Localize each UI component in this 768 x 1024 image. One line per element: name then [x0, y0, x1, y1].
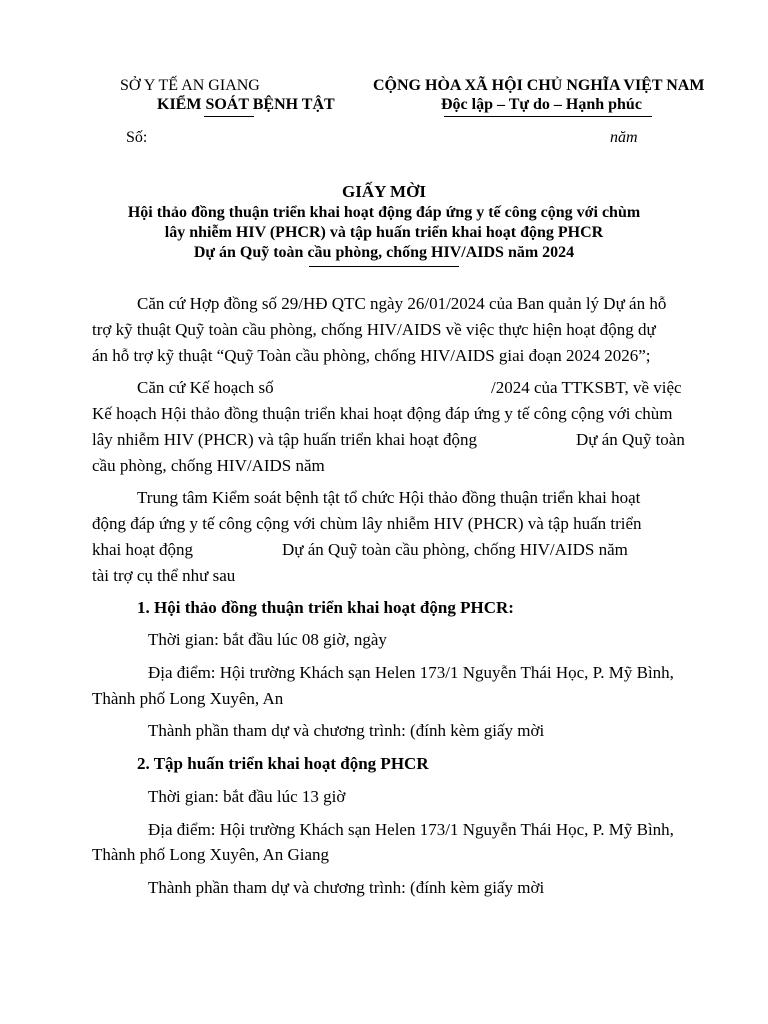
- section-2-place-line-2: Thành phố Long Xuyên, An Giang: [92, 845, 330, 864]
- paragraph-1-line-2: trợ kỹ thuật Quỹ toàn cầu phòng, chống HIV/AIDS về việc thực hiện hoạt động dự: [92, 320, 656, 339]
- paragraph-3-line-2: động đáp ứng y tế công cộng với chùm lây nhiễm HIV (PHCR) và tập huấn triển: [92, 514, 642, 533]
- section-1-place-line-1: Địa điểm: Hội trường Khách sạn Helen 173/1 Nguyễn Thái Học, P. Mỹ Bình,: [148, 663, 674, 682]
- title-underline: [309, 266, 459, 267]
- section-1-place-line-2: Thành phố Long Xuyên, An: [92, 689, 284, 708]
- section-1-heading: 1. Hội thảo đồng thuận triển khai hoạt động PHCR:: [137, 598, 514, 617]
- title-line-3: Dự án Quỹ toàn cầu phòng, chống HIV/AIDS năm 2024: [193, 244, 575, 261]
- title-line-2: lây nhiễm HIV (PHCR) và tập huấn triển khai hoạt động PHCR: [164, 224, 604, 241]
- section-2-place-line-1: Địa điểm: Hội trường Khách sạn Helen 173/1 Nguyễn Thái Học, P. Mỹ Bình,: [148, 820, 674, 839]
- agency-parent: SỞ Y TẾ AN GIANG: [120, 77, 260, 94]
- paragraph-1-line-1: Căn cứ Hợp đồng số 29/HĐ QTC ngày 26/01/2024 của Ban quản lý Dự án hỗ: [137, 294, 667, 313]
- national-motto: Độc lập – Tự do – Hạnh phúc: [441, 96, 642, 113]
- paragraph-2-line-1a: Căn cứ Kế hoạch số: [137, 378, 274, 397]
- document-date: năm: [610, 129, 638, 146]
- document-title: GIẤY MỜI: [342, 182, 426, 201]
- section-1-time: Thời gian: bắt đầu lúc 08 giờ, ngày: [148, 630, 387, 649]
- paragraph-3-line-1: Trung tâm Kiểm soát bệnh tật tổ chức Hội thảo đồng thuận triển khai hoạt: [137, 488, 641, 507]
- paragraph-3-line-3b: Dự án Quỹ toàn cầu phòng, chống HIV/AIDS năm: [282, 540, 628, 559]
- section-1-participants: Thành phần tham dự và chương trình: (đính kèm giấy mời: [148, 721, 545, 740]
- document-number-label: Số:: [126, 129, 148, 146]
- section-2-heading: 2. Tập huấn triển khai hoạt động PHCR: [137, 754, 429, 773]
- section-2-time: Thời gian: bắt đầu lúc 13 giờ: [148, 787, 346, 806]
- agency-name: KIỂM SOÁT BỆNH TẬT: [157, 96, 335, 113]
- paragraph-2-line-3b: Dự án Quỹ toàn: [576, 430, 685, 449]
- paragraph-1-line-3: án hỗ trợ kỹ thuật “Quỹ Toàn cầu phòng, chống HIV/AIDS giai đoạn 2024 2026”;: [92, 346, 651, 365]
- paragraph-2-line-4: cầu phòng, chống HIV/AIDS năm: [92, 456, 325, 475]
- section-2-participants: Thành phần tham dự và chương trình: (đính kèm giấy mời: [148, 878, 545, 897]
- agency-underline: [204, 116, 254, 117]
- paragraph-2-line-2: Kế hoạch Hội thảo đồng thuận triển khai hoạt động đáp ứng y tế công cộng với chùm: [92, 404, 673, 423]
- paragraph-2-line-1b: /2024 của TTKSBT, về việc: [491, 378, 682, 397]
- paragraph-3-line-4: tài trợ cụ thể như sau: [92, 566, 236, 585]
- paragraph-3-line-3a: khai hoạt động: [92, 540, 194, 559]
- title-line-1: Hội thảo đồng thuận triển khai hoạt động đáp ứng y tế công cộng với chùm: [127, 204, 641, 221]
- motto-underline: [444, 116, 652, 117]
- paragraph-2-line-3a: lây nhiễm HIV (PHCR) và tập huấn triển khai hoạt động: [92, 430, 477, 449]
- national-title: CỘNG HÒA XÃ HỘI CHỦ NGHĨA VIỆT NAM: [373, 77, 705, 94]
